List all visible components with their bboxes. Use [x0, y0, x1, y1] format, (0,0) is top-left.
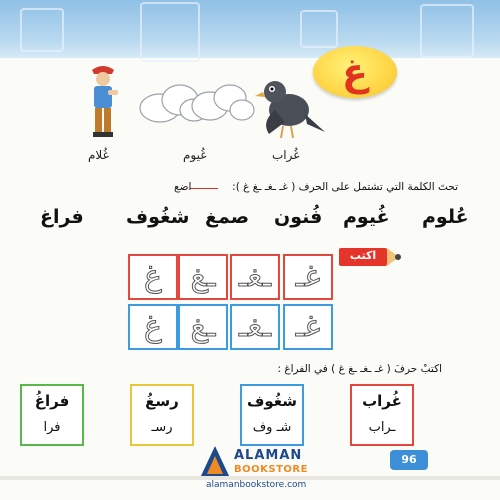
- trace-box[interactable]: ـغـ: [230, 254, 280, 300]
- exercise1-prefix: اضع: [174, 181, 192, 193]
- write-pencil-tag: [339, 248, 401, 266]
- trace-box[interactable]: غـ: [283, 304, 333, 350]
- brand-mark-icon: [200, 446, 230, 480]
- word-boy: غُلام: [88, 148, 109, 162]
- trace-box[interactable]: غـ: [283, 254, 333, 300]
- trace-box[interactable]: غ: [128, 304, 178, 350]
- word-choice[interactable]: فراغ: [40, 206, 84, 228]
- letter-title: غ: [342, 50, 368, 94]
- answer-box[interactable]: فراغُ فرا: [20, 384, 84, 446]
- answer-box[interactable]: غُراب ـراب: [350, 384, 414, 446]
- word-crow: غُراب: [272, 148, 300, 162]
- trace-box[interactable]: غ: [128, 254, 178, 300]
- trace-box[interactable]: ـغ: [178, 254, 228, 300]
- word-choice[interactable]: فُنون: [274, 206, 323, 228]
- brand-site: alamanbookstore.com: [206, 480, 307, 490]
- brand-sub: BOOKSTORE: [234, 464, 308, 475]
- page-number: 96: [390, 450, 428, 470]
- word-choice[interactable]: شغُوف: [126, 206, 190, 228]
- trace-box[interactable]: ـغـ: [230, 304, 280, 350]
- bottom-stripe: [0, 476, 500, 480]
- clouds-icon: [138, 80, 256, 126]
- word-clouds: غُيوم: [183, 148, 207, 162]
- underline-sample: [190, 188, 218, 189]
- word-choice-row: [0, 206, 500, 240]
- write-label: اكتب: [349, 249, 377, 262]
- exercise2-instruction: اكتبْ حرفَ ( غـ ـغـ ـغ غ ) في الفراغ :: [277, 363, 442, 375]
- brand-logo: [200, 444, 320, 492]
- exercise1-instruction: تحتَ الكلمة التي تشتمل على الحرف ( غـ ـغـ ـغ غ ):: [232, 181, 458, 193]
- brand-name: ALAMAN: [234, 448, 303, 463]
- answer-box[interactable]: رسغُ رسـ: [130, 384, 194, 446]
- word-choice[interactable]: غُيوم: [343, 206, 390, 228]
- word-choice[interactable]: عُلوم: [422, 206, 469, 228]
- answer-box[interactable]: شغُوف شـ وف: [240, 384, 304, 446]
- trace-box[interactable]: ـغ: [178, 304, 228, 350]
- top-decorative-band: [0, 0, 500, 58]
- boy-icon: [86, 62, 120, 140]
- crow-icon: [255, 72, 327, 142]
- word-choice[interactable]: صمغ: [205, 206, 250, 228]
